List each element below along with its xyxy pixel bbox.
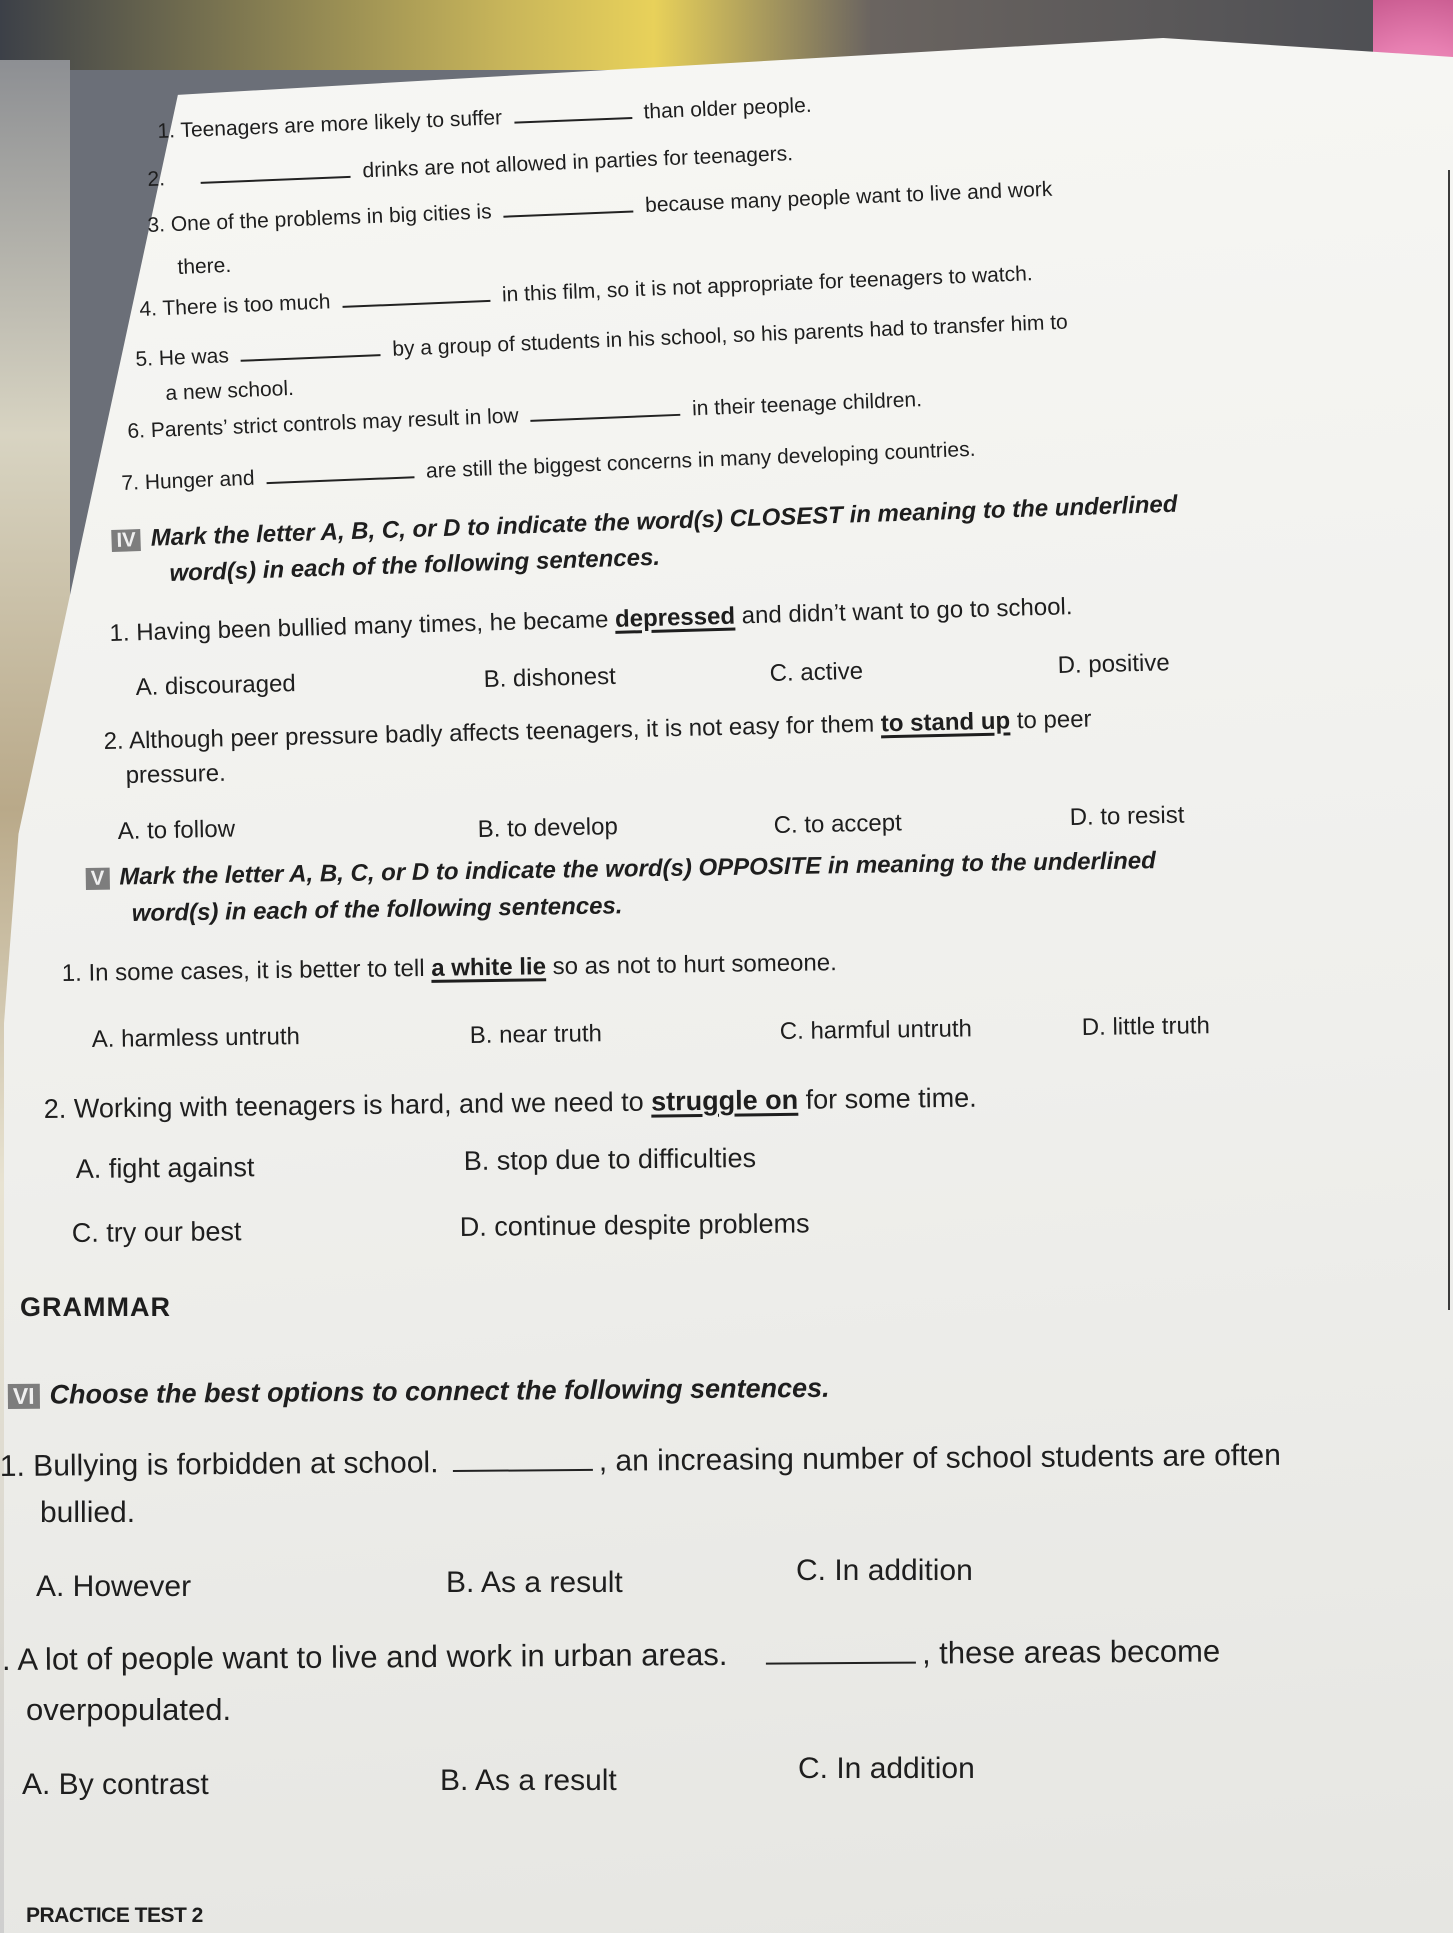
s5-q2-option-a[interactable]: A. fight against	[75, 1152, 255, 1184]
s3-item-3: 3. One of the problems in big cities is because many people want to live and work	[147, 177, 1053, 238]
s6-question-2-cont: overpopulated.	[26, 1692, 232, 1727]
answer-blank[interactable]	[453, 1468, 593, 1472]
answer-blank[interactable]	[504, 209, 634, 217]
s6-q1-option-c[interactable]: C. In addition	[796, 1554, 973, 1587]
s4-q2-option-d[interactable]: D. to resist	[1069, 801, 1185, 832]
s5-q2-option-c[interactable]: C. try our best	[71, 1216, 242, 1248]
s3-item-5-cont: a new school.	[165, 376, 295, 406]
grammar-heading: GRAMMAR	[20, 1292, 171, 1322]
page-border-line	[1448, 170, 1450, 1310]
s4-q1-option-c[interactable]: C. active	[769, 657, 864, 688]
s6-instruction: VI Choose the best options to connect the following sentences.	[8, 1373, 830, 1411]
s5-q1-option-b[interactable]: B. near truth	[469, 1020, 603, 1050]
s3-item-2: 2. drinks are not allowed in parties for teenagers.	[147, 142, 794, 192]
s6-q1-option-b[interactable]: B. As a result	[446, 1566, 623, 1599]
footer-label: PRACTICE TEST 2	[26, 1904, 203, 1927]
s6-q2-option-a[interactable]: A. By contrast	[22, 1768, 209, 1801]
s4-q1-option-d[interactable]: D. positive	[1057, 649, 1170, 680]
s6-q2-option-c[interactable]: C. In addition	[798, 1752, 975, 1785]
s3-item-6: 6. Parents’ strict controls may result in low in their teenage children.	[127, 388, 923, 444]
s5-q1-option-c[interactable]: C. harmful untruth	[779, 1015, 973, 1046]
section-number-badge: IV	[111, 529, 141, 552]
s5-q2-option-b[interactable]: B. stop due to difficulties	[463, 1142, 757, 1176]
section-number-badge: VI	[8, 1384, 40, 1410]
s6-question-2: . A lot of people want to live and work in urban areas. , these areas become	[1, 1633, 1221, 1677]
s4-q2-option-b[interactable]: B. to develop	[477, 813, 619, 844]
s4-instruction-2: word(s) in each of the following sentences.	[169, 543, 661, 588]
s3-item-7: 7. Hunger and are still the biggest concerns in many developing countries.	[121, 437, 976, 496]
answer-blank[interactable]	[514, 116, 632, 124]
answer-blank[interactable]	[201, 175, 351, 184]
underlined-keyword: struggle on	[650, 1084, 799, 1117]
underlined-keyword: depressed	[614, 602, 736, 633]
s4-q1-option-a[interactable]: A. discouraged	[135, 670, 297, 702]
s3-item-5: 5. He was by a group of students in his school, so his parents had to transfer him to	[135, 310, 1069, 372]
s4-question-2-cont: pressure.	[125, 759, 226, 790]
section-number-badge: V	[86, 868, 110, 891]
s5-q1-option-d[interactable]: D. little truth	[1081, 1012, 1211, 1042]
s4-question-2: 2. Although peer pressure badly affects teenagers, it is not easy for them to stand up to peer	[103, 705, 1092, 756]
s5-q1-option-a[interactable]: A. harmless untruth	[91, 1023, 301, 1054]
answer-blank[interactable]	[266, 475, 414, 484]
s4-q2-option-c[interactable]: C. to accept	[773, 809, 903, 840]
s6-question-1-cont: bullied.	[40, 1496, 136, 1529]
answer-blank[interactable]	[531, 413, 681, 422]
s3-item-1: 1. Teenagers are more likely to suffer than older people.	[157, 93, 813, 144]
s5-instruction-1: V Mark the letter A, B, C, or D to indicate the word(s) OPPOSITE in meaning to the underlined	[86, 847, 1156, 892]
s4-instruction-1: IV Mark the letter A, B, C, or D to indicate the word(s) CLOSEST in meaning to the underlined	[111, 491, 1178, 554]
s6-question-1: 1. Bullying is forbidden at school. , an increasing number of school students are often	[0, 1438, 1281, 1483]
s6-q2-option-b[interactable]: B. As a result	[440, 1764, 617, 1797]
underlined-keyword: a white lie	[431, 953, 547, 982]
s5-question-1: 1. In some cases, it is better to tell a white lie so as not to hurt someone.	[61, 949, 837, 988]
s4-q1-option-b[interactable]: B. dishonest	[483, 662, 617, 694]
answer-blank[interactable]	[241, 353, 381, 362]
s6-q1-option-a[interactable]: A. However	[36, 1570, 192, 1603]
answer-blank[interactable]	[766, 1661, 916, 1665]
underlined-keyword: to stand up	[880, 707, 1011, 738]
s4-q2-option-a[interactable]: A. to follow	[117, 815, 236, 846]
s4-question-1: 1. Having been bullied many times, he became depressed and didn’t want to go to school.	[109, 593, 1073, 648]
s5-q2-option-d[interactable]: D. continue despite problems	[459, 1208, 810, 1242]
s3-item-3-cont: there.	[177, 253, 232, 280]
s5-question-2: 2. Working with teenagers is hard, and we need to struggle on for some time.	[43, 1082, 977, 1125]
s3-item-4: 4. There is too much in this film, so it is not appropriate for teenagers to watch.	[139, 262, 1034, 322]
answer-blank[interactable]	[342, 299, 490, 308]
s5-instruction-2: word(s) in each of the following sentences.	[131, 892, 623, 928]
